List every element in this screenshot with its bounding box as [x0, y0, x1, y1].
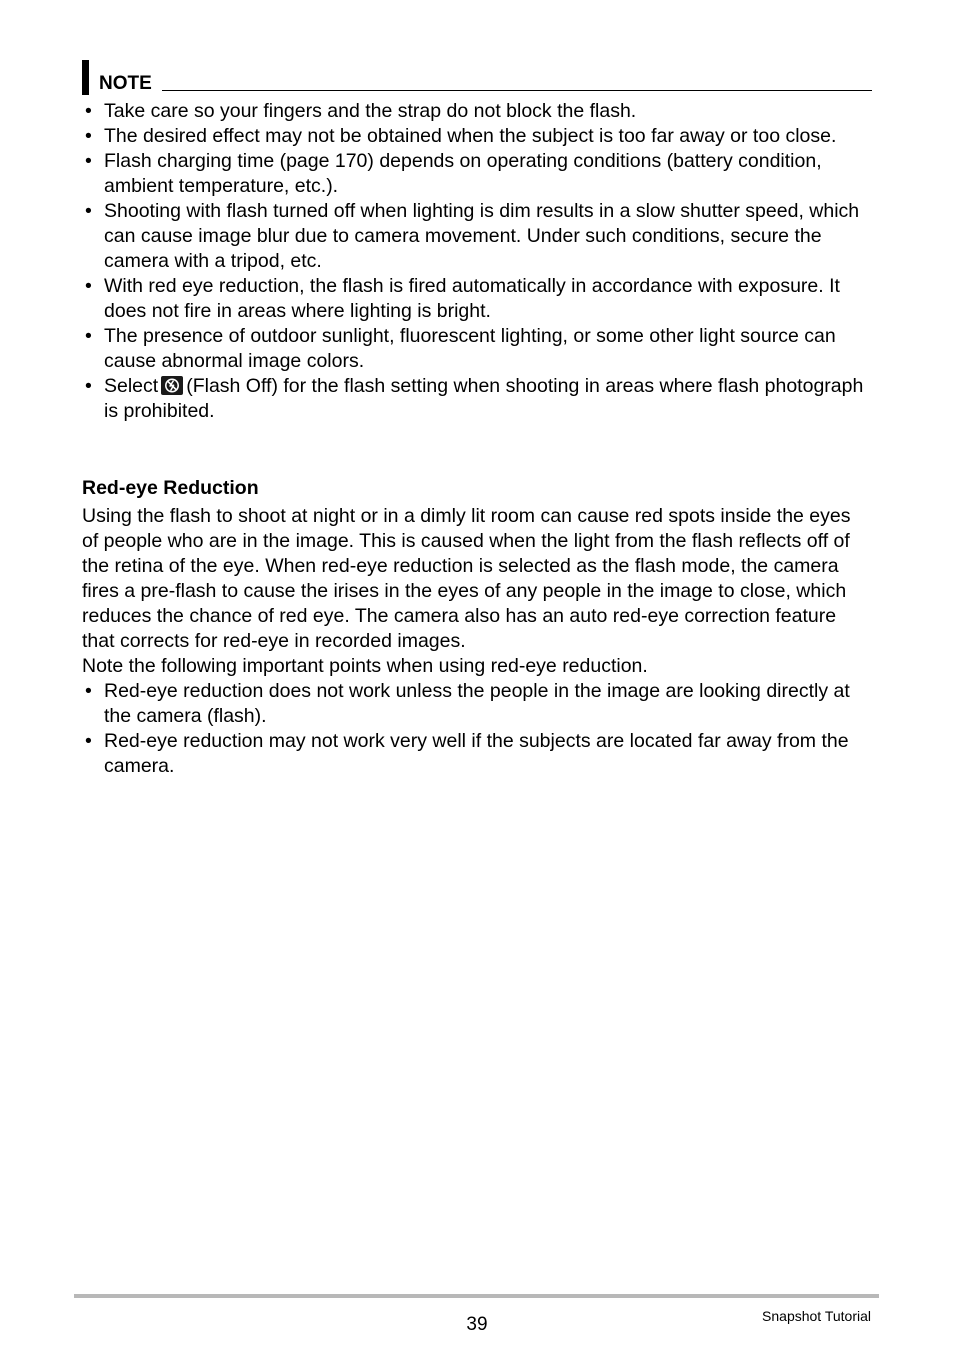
note-item: • Flash charging time (page 170) depends on operating conditions (battery condition, ambient temperature, etc.). [82, 149, 872, 199]
red-eye-section [82, 476, 872, 779]
note-bar [82, 60, 89, 95]
red-eye-intro: Note the following important points when using red-eye reduction. [82, 655, 648, 677]
footer-rule [74, 1294, 879, 1298]
note-label: NOTE [99, 73, 152, 94]
select-prefix: Select [104, 375, 159, 397]
footer-section-name: Snapshot Tutorial [762, 1308, 871, 1324]
note-item: • The desired effect may not be obtained when the subject is too far away or too close. [82, 124, 872, 149]
note-header [82, 60, 872, 96]
note-item: • With red eye reduction, the flash is fired automatically in accordance with exposure. It does not fire in areas where lighting is bright. [82, 274, 872, 324]
select-suffix: (Flash Off) for the flash setting when shooting in areas where flash photograph is prohibited. [104, 375, 864, 422]
note-list [82, 99, 872, 424]
flash-off-icon [161, 376, 183, 395]
note-item: • The presence of outdoor sunlight, fluorescent lighting, or some other light source can cause abnormal image colors. [82, 324, 872, 374]
note-item: • Shooting with flash turned off when lighting is dim results in a slow shutter speed, which can cause image blur due to camera movement. Under such conditions, secure the camera with a tripod, etc. [82, 199, 872, 274]
red-eye-item: • Red-eye reduction may not work very well if the subjects are located far away from the camera. [82, 729, 872, 779]
page-number: 39 [466, 1314, 488, 1335]
note-rule [162, 90, 872, 91]
note-item-select [82, 374, 872, 424]
red-eye-item: • Red-eye reduction does not work unless the people in the image are looking directly at the camera (flash). [82, 679, 872, 729]
note-item: • Take care so your fingers and the strap do not block the flash. [82, 99, 872, 124]
section-title: Red-eye Reduction [82, 477, 259, 499]
red-eye-paragraph: Using the flash to shoot at night or in a dimly lit room can cause red spots inside the eyes of people who are in the image. This is caused when the light from the flash reflects off of the retina of the eye. When red-eye reduction is selected as the flash mode, the camera fires a pre-flash to cause the irises in the eyes of any people in the image to close, which reduces the chance of red eye. The camera also has an auto red-eye correction feature that corrects for red-eye in recorded images. [82, 505, 851, 652]
